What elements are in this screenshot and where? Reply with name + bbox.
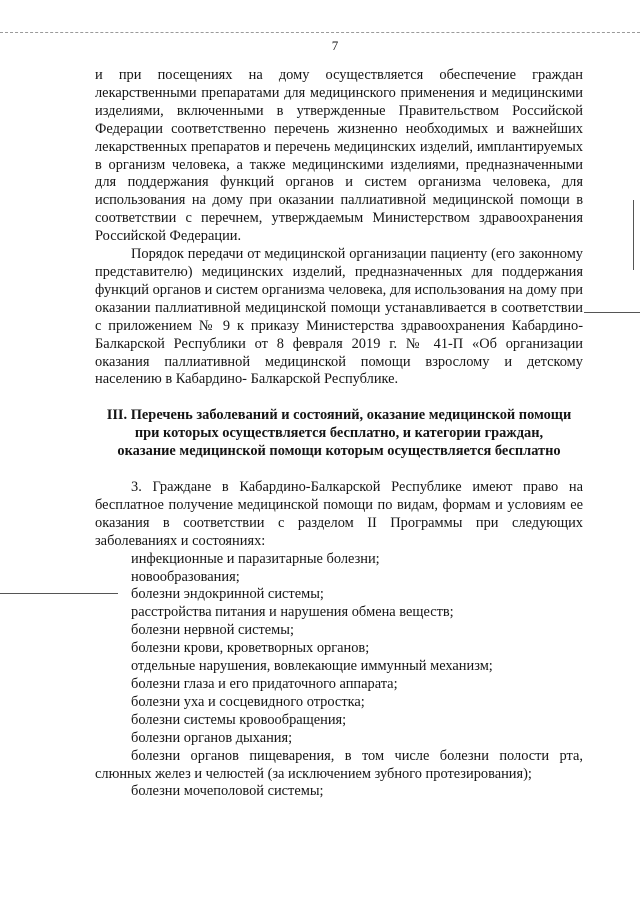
paragraph: Порядок передачи от медицинской организации пациенту (его законному представителю) медицинских изделий, предназначенных для поддержания функций органов и систем организма человека, для использования на дому при оказании паллиативной медицинской помощи устанавливается в соответствии с приложением № 9 к приказу Министерства здравоохранения Кабардино-Балкарской Республики от 8 февраля 2019 г. № 41-П «Об организации оказания паллиативной медицинской помощи взрослому и детскому населению в Кабардино- Балкарской Республике. [95,246,583,388]
list-item: болезни нервной системы; [131,622,294,639]
list-item: болезни органов дыхания; [131,729,293,746]
scan-mark-right [584,312,640,313]
section-title-line: оказание медицинской помощи которым осуществляется бесплатно [117,443,561,460]
section-intro: 3. Граждане в Кабардино-Балкарской Республике имеют право на бесплатное получение медицинской помощи по видам, формам и условиям ее оказания в соответствии с разделом II Программы при следующих заболеваниях и состояниях: [95,479,583,549]
list-item: новообразования; [131,568,240,585]
list-item: болезни глаза и его придаточного аппарата; [131,676,398,692]
list-item: инфекционные и паразитарные болезни; [131,550,380,567]
section-title-line: при которых осуществляется бесплатно, и категории граждан, [134,425,544,442]
list-item: болезни системы кровообращения; [131,711,347,728]
list-item: расстройства питания и нарушения обмена веществ; [131,604,454,621]
document-body [95,67,583,801]
list-item: болезни эндокринной системы; [131,586,324,603]
section-heading [95,407,583,461]
section-title-line: III. Перечень заболеваний и состояний, оказание медицинской помощи [106,407,572,424]
scan-edge-right [633,200,634,270]
list-item: болезни крови, кроветворных органов; [131,640,370,657]
list-item: отдельные нарушения, вовлекающие иммунный механизм; [131,658,493,675]
list-item: болезни органов пищеварения, в том числе болезни полости рта, слюнных желез и челюстей (за исключением зубного протезирования); [95,747,583,782]
scan-edge-top [0,32,640,33]
page-number: 7 [331,38,339,53]
paragraph: и при посещениях на дому осуществляется обеспечение граждан лекарственными препаратами для медицинского применения и медицинскими изделиями, включенными в утвержденные Правительством Российской Федерации соответственно перечень жизненно необходимых и важнейших лекарственных препаратов и перечень медицинских изделий, имплантируемых в организм человека, а также медицинскими изделиями, предназначенными для поддержания функций органов и систем организма человека, для использования на дому при оказании паллиативной медицинской помощи в соответствии с перечнем, утверждаемым Министерством здравоохранения Российской Федерации. [95,67,583,245]
disease-list [95,551,583,802]
list-item: болезни мочеполовой системы; [131,783,324,800]
list-item: болезни уха и сосцевидного отростка; [131,693,365,710]
